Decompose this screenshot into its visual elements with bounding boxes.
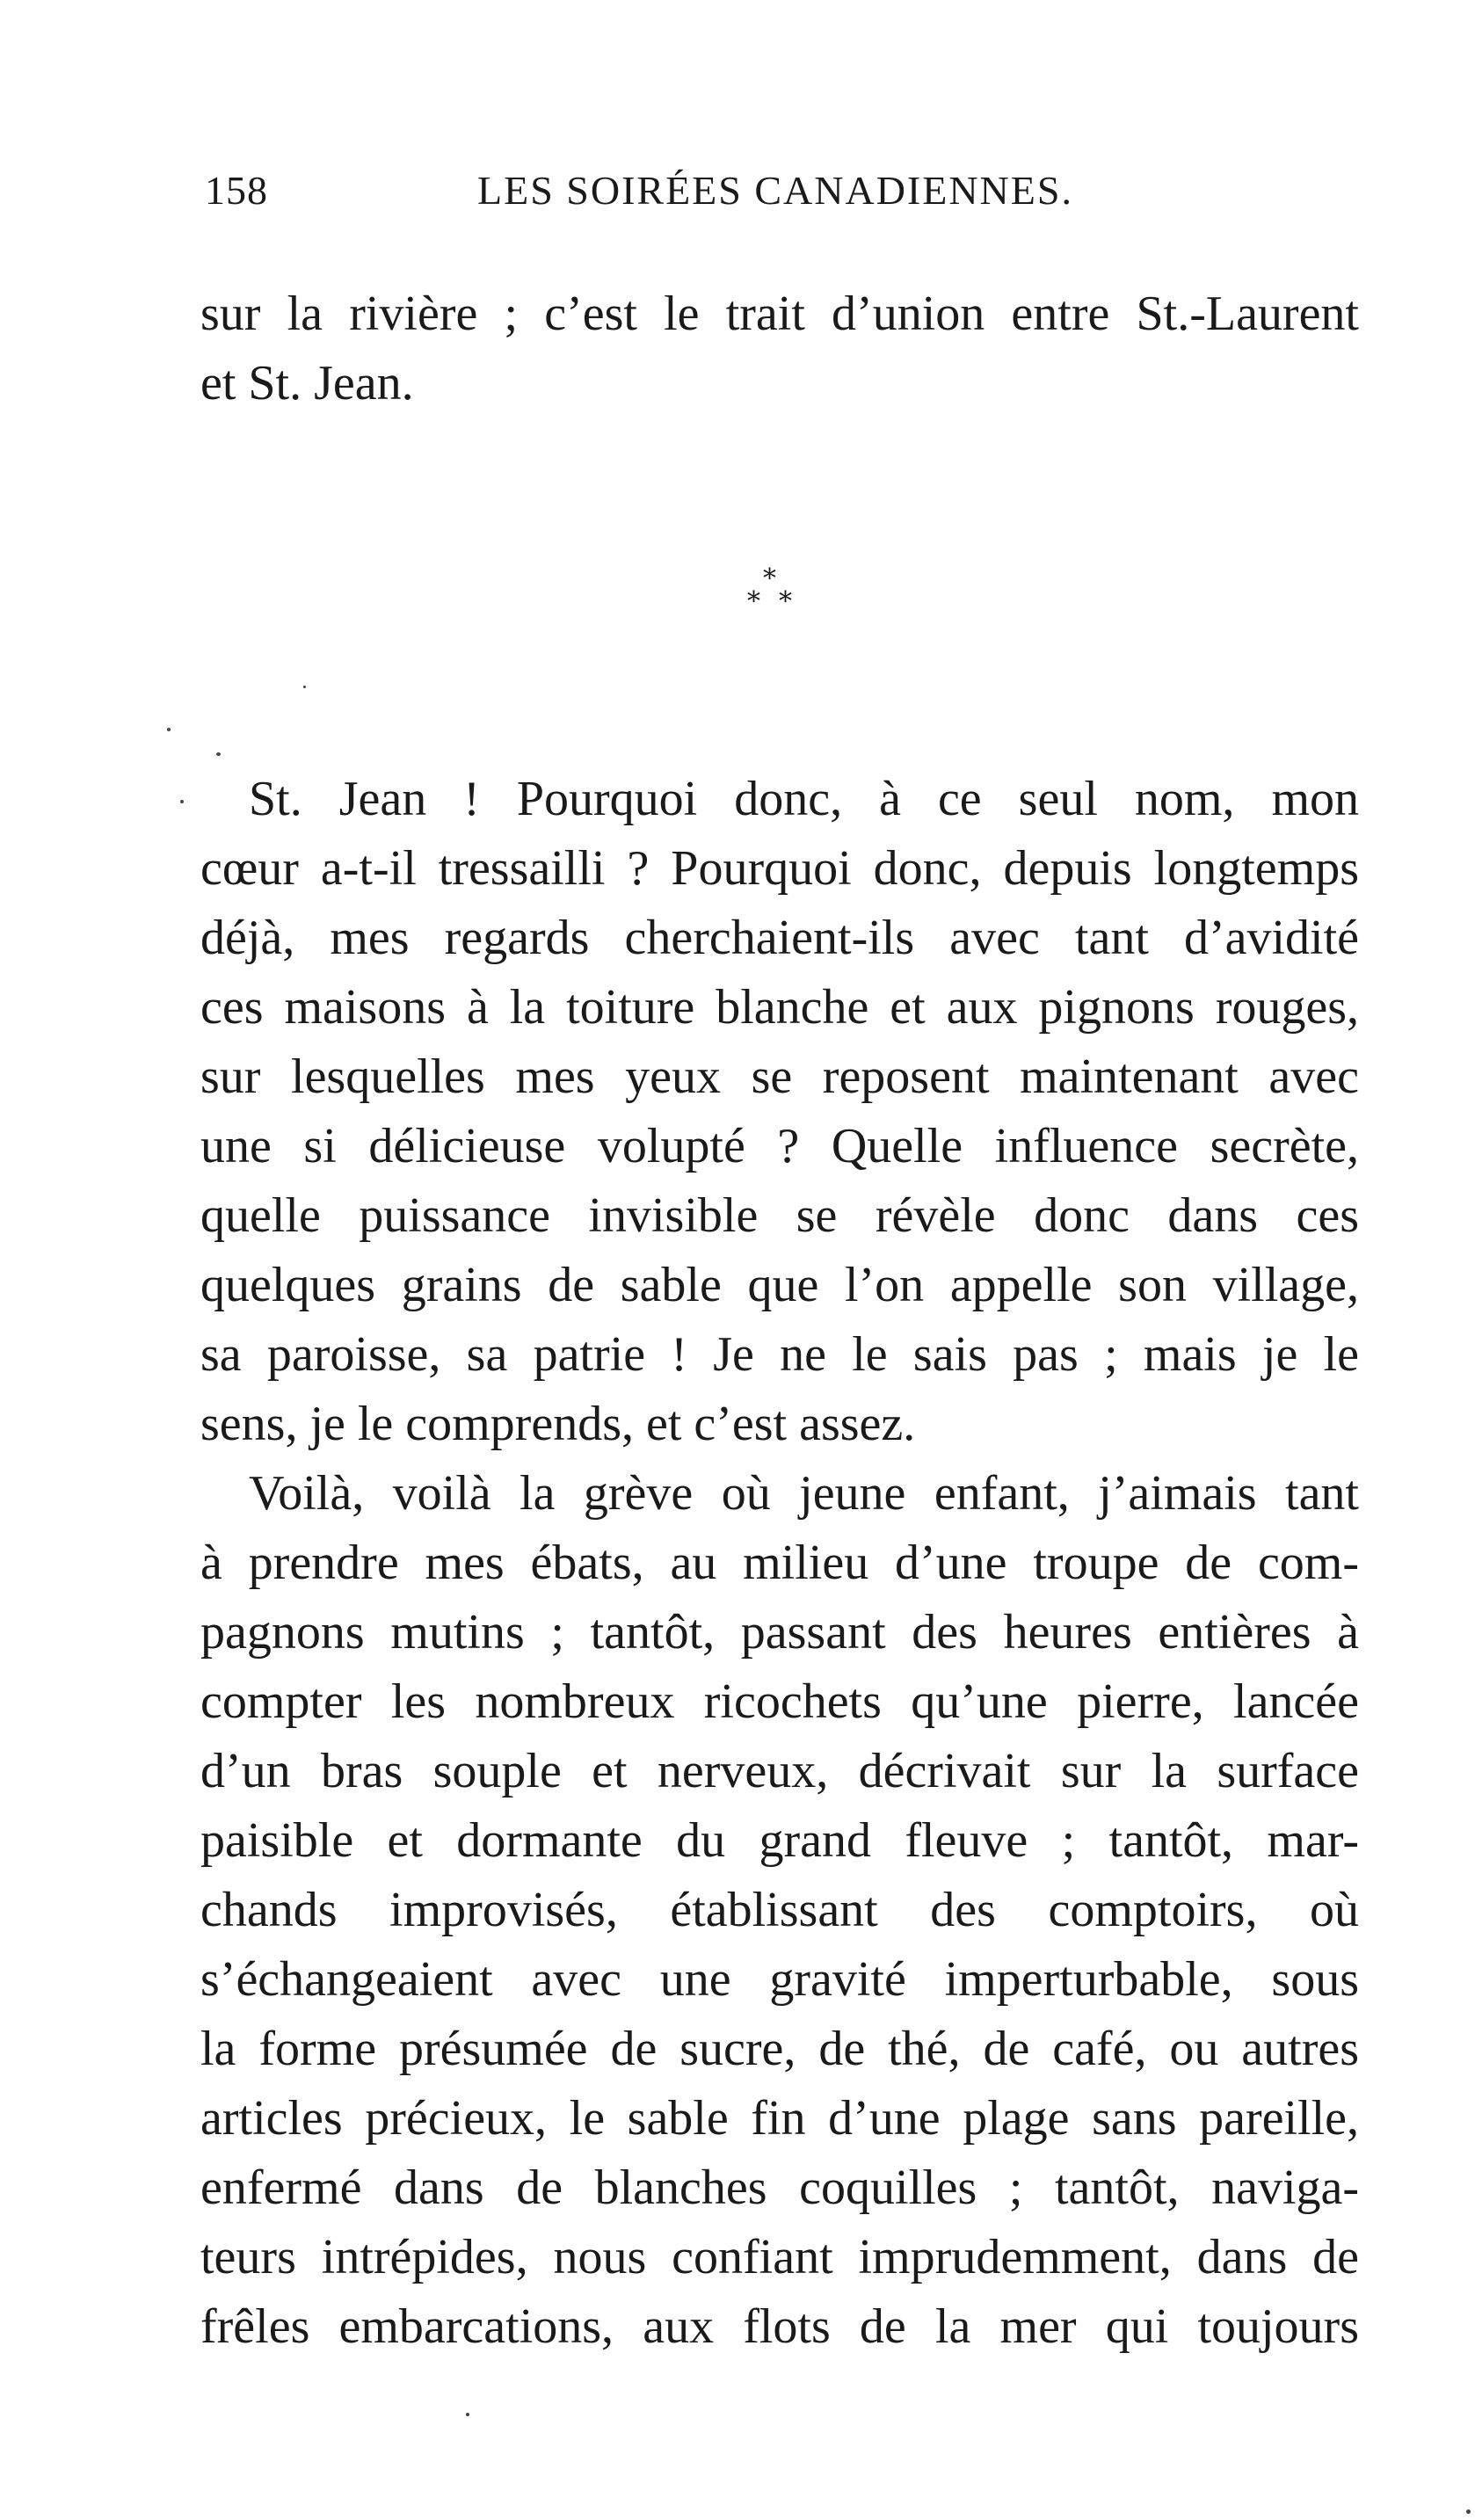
print-speck <box>167 728 171 731</box>
text-line: Voilà, voilà la grève où jeune enfant, j’aimais tant <box>249 1466 1359 1521</box>
page-number: 158 <box>205 168 268 213</box>
text-line: enfermé dans de blanches coquilles ; tantôt, naviga- <box>200 2161 1359 2215</box>
print-speck <box>216 752 221 756</box>
text-line: une si délicieuse volupté ? Quelle influence secrète, <box>200 1119 1359 1173</box>
asterism-ornament <box>721 556 826 635</box>
text-line: à prendre mes ébats, au milieu d’une troupe de com- <box>200 1536 1359 1590</box>
svg-text:*: * <box>763 563 776 594</box>
text-line: cœur a-t-il tressailli ? Pourquoi donc, depuis longtemps <box>200 841 1359 896</box>
text-line: sens, je le comprends, et c’est assez. <box>200 1397 916 1451</box>
print-speck <box>303 686 306 688</box>
asterism-icon <box>721 556 826 635</box>
text-line: d’un bras souple et nerveux, décrivait sur la surface <box>200 1744 1359 1798</box>
text-line: et St. Jean. <box>200 356 414 410</box>
text-line: teurs intrépides, nous confiant imprudemment, dans de <box>200 2230 1359 2284</box>
print-speck <box>466 2413 469 2416</box>
text-line: compter les nombreux ricochets qu’une pierre, lancée <box>200 1674 1359 1729</box>
text-line: St. Jean ! Pourquoi donc, à ce seul nom, mon <box>249 772 1359 826</box>
text-line: quelle puissance invisible se révèle donc dans ces <box>200 1188 1359 1243</box>
running-head <box>205 167 1356 220</box>
svg-text:*: * <box>747 586 760 617</box>
svg-text:*: * <box>779 586 792 617</box>
text-line: sur la rivière ; c’est le trait d’union entre St.-Laurent <box>200 287 1359 341</box>
text-line: pagnons mutins ; tantôt, passant des heures entières à <box>200 1605 1359 1659</box>
top-paragraph <box>200 280 1359 418</box>
running-title: LES SOIRÉES CANADIENNES. <box>477 168 1073 213</box>
print-speck <box>1466 2509 1471 2514</box>
print-speck <box>180 800 184 803</box>
text-line: sur lesquelles mes yeux se reposent maintenant avec <box>200 1049 1359 1104</box>
text-line: paisible et dormante du grand fleuve ; tantôt, mar- <box>200 1813 1359 1868</box>
text-line: sa paroisse, sa patrie ! Je ne le sais pas ; mais je le <box>200 1327 1359 1382</box>
text-line: déjà, mes regards cherchaient-ils avec tant d’avidité <box>200 911 1359 965</box>
text-line: articles précieux, le sable fin d’une plage sans pareille, <box>200 2091 1359 2146</box>
paragraph-1 <box>200 765 1359 2362</box>
text-line: la forme présumée de sucre, de thé, de café, ou autres <box>200 2022 1359 2076</box>
text-line: quelques grains de sable que l’on appelle son village, <box>200 1258 1359 1312</box>
text-line: chands improvisés, établissant des comptoirs, où <box>200 1883 1359 1937</box>
text-line: frêles embarcations, aux flots de la mer qui toujours <box>200 2299 1359 2354</box>
text-line: s’échangeaient avec une gravité imperturbable, sous <box>200 1952 1359 2007</box>
text-line: ces maisons à la toiture blanche et aux pignons rouges, <box>200 980 1359 1035</box>
